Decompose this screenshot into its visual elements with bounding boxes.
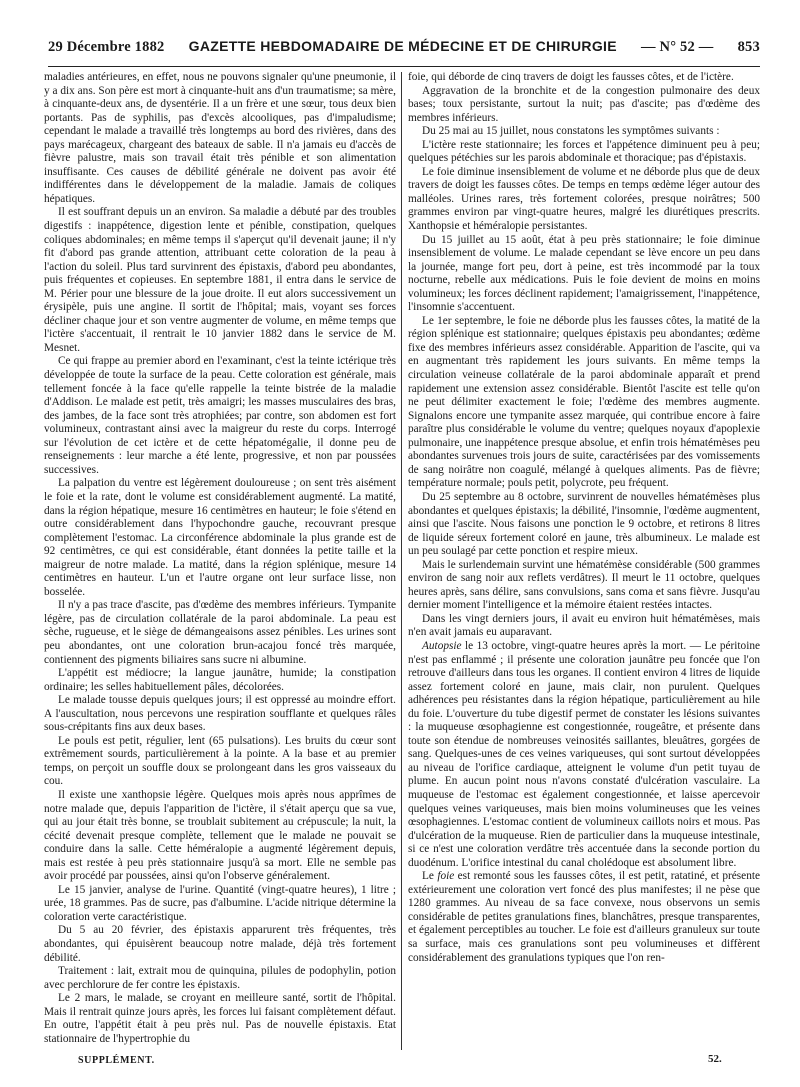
paragraph: Il n'y a pas trace d'ascite, pas d'œdème des membres inférieurs. Tympanite légère, pas de circulation collatérale de la paroi abdominale. La peau est sèche, rugueuse, et le siège de démangeaisons assez pénibles. Les urines sont peu abondantes, ont une coloration brun-acajou foncé très marquée, contiennent des pigments biliaires sans sucre ni albumine. [44,599,396,666]
issue-number: — N° 52 — [641,39,714,55]
paragraph: Le 1er septembre, le foie ne déborde plus les fausses côtes, la matité de la région splénique est stationnaire; quelques épistaxis peu abondantes; œdème fixe des membres inférieurs assez considérable. Apparition de l'ascite, qui va en augmentant très rapidement les jours suivants. En même temps la circulation veineuse collatérale de la paroi abdominale apparaît et prend rapidement une extension assez considérable. Bientôt l'ascite est telle qu'on ne peut délimiter exactement le foie; l'œdème des membres augmente. Signalons encore une tympanite assez marquée, qui contribue encore à faire paraître plus considérable le volume du ventre; quelques noyaux d'apoplexie pulmonaire, une inappétence presque absolue, et enfin trois hématémèses peu abondantes survenues trois jours de suite, caractérisées par des vomissements de sang noirâtre non coagulé, mélangé à quelques aliments. Pas de fièvre; température normale; pouls petit, polycrote, peu fréquent. [408,314,760,490]
paragraph: Du 5 au 20 février, des épistaxis apparurent très fréquentes, très abondantes, qui épuisèrent beaucoup notre malade, déjà très fortement débilité. [44,924,396,964]
paragraph: L'appétit est médiocre; la langue jaunâtre, humide; la constipation ordinaire; les selles habituellement pâles, décolorées. [44,667,396,693]
paragraph: Le foie diminue insensiblement de volume et ne déborde plus que de deux travers de doigt les fausses côtes. De temps en temps œdème léger autour des malléoles. Urines rares, très fortement colorées, presque noirâtres; 500 grammes environ par vingt-quatre heures, malgré les diurétiques prescrits. Xanthopsie et héméralopie persistantes. [408,165,760,233]
paragraph: Le 15 janvier, analyse de l'urine. Quantité (vingt-quatre heures), 1 litre ; urée, 18 grammes. Pas de sucre, pas d'albumine. L'acide nitrique détermine la coloration verte caractéristique. [44,883,396,923]
liver-paragraph [408,870,760,965]
right-column [408,71,760,1051]
paragraph: Le 2 mars, le malade, se croyant en meilleure santé, sortit de l'hôpital. Mais il rentrait quinze jours après, les forces lui faisant complètement défaut. En outre, l'appétit était à peu près nul. Pas de nouvelle épistaxis. Etat stationnaire de l'hypertrophie du [44,992,396,1045]
supplement-mark: SUPPLÉMENT. [78,1055,155,1066]
liver-text: est remonté sous les fausses côtes, il est petit, ratatiné, et présente extérieurement une coloration vert foncé des plus manifestes; il ne pèse que 1280 grammes. Au niveau de sa face convexe, nous observons un semis considérable de petites granulations fines, blanchâtres, presque transparentes, et également perceptibles au toucher. Le foie est d'ailleurs granuleux sur toute sa surface, mais ces granulations sont peu volumineuses et diffèrent considérablement des granulations typiques que l'on ren- [408,870,760,964]
autopsy-label: Autopsie [422,639,462,652]
column-divider [401,72,402,1050]
header-rule [48,66,760,67]
autopsy-text: le 13 octobre, vingt-quatre heures après la mort. — Le péritoine n'est pas enflammé ; il présente une coloration jaunâtre peu foncée que l'on retrouve d'ailleurs dans tous les organes. Il contient environ 4 litres de liquide assez fortement coloré en jaune, mais clair, non purulent. Quelques adhérences peu résistantes dans la région hépatique, particulièrement au hile du foie. L'ouverture du tube digestif permet de constater les lésions suivantes : la muqueuse œsophagienne est congestionnée, rougeâtre, et présente dans toute son étendue de nombreuses veinosités saillantes, bleuâtres, gorgées de sang. Quelques-unes de ces veines variqueuses, qui sont surtout développées au niveau de l'orifice cardiaque, atteignent le volume d'un petit tuyau de plume. En aucun point nous n'avons constaté d'ulcération vasculaire. La muqueuse de l'estomac est également congestionnée, et laisse apercevoir quelques veines variqueuses, mais bien moins volumineuses que les veines œsophagiennes. L'estomac contient de volumineux caillots noirs et mous. Pas d'ulcération de la muqueuse. Rien de particulier dans la muqueuse intestinale, si ce n'est une coloration verdâtre très accentuée dans la seconde portion du duodénum. L'orifice intestinal du canal cholédoque est absolument libre. [408,639,760,869]
paragraph: Le malade tousse depuis quelques jours; il est oppressé au moindre effort. A l'auscultation, nous percevons une respiration soufflante et quelques râles sous-crépitants fins aux deux bases. [44,694,396,734]
paragraph: Traitement : lait, extrait mou de quinquina, pilules de podophylin, potion avec perchlorure de fer contre les épistaxis. [44,965,396,991]
paragraph: Il existe une xanthopsie légère. Quelques mois après nous apprîmes de notre malade que, depuis l'apparition de l'ictère, il s'était aperçu que sa vue, qui au jour était très bonne, se troublait subitement au crépuscule; la nuit, la cécité devenait presque complète, tellement que le malade ne pouvait se conduire dans la salle. Cette héméralopie a augmenté légèrement depuis, mais est restée à peu près stationnaire jusqu'à sa mort. Elle ne semble pas avoir procédé par poussées, ainsi qu'on l'observe généralement. [44,788,396,883]
left-column [44,71,396,1051]
paragraph: Le pouls est petit, régulier, lent (65 pulsations). Les bruits du cœur sont extrêmement sourds, particulièrement à la pointe. A la base et au premier temps, on perçoit un souffle doux se prolongeant dans les gros vaisseaux du cou. [44,734,396,788]
paragraph: Du 15 juillet au 15 août, état à peu près stationnaire; le foie diminue insensiblement de volume. Le malade cependant se lève encore un peu dans la journée, mange fort peu, dort à peine, est très incommodé par la toux nocturne, rebelle aux médications. Puis le foie devient de moins en moins volumineux; les forces déclinent rapidement; l'amaigrissement, l'inappétence, l'insomnie s'accentuent. [408,233,760,314]
running-header [48,38,760,62]
paragraph: L'ictère reste stationnaire; les forces et l'appétence diminuent peu à peu; quelques pétéchies sur les parois abdominale et thoracique; pas d'épistaxis. [408,138,760,165]
paragraph: Du 25 mai au 15 juillet, nous constatons les symptômes suivants : [422,125,720,138]
paragraph: Il est souffrant depuis un an environ. Sa maladie a débuté par des troubles digestifs : inappétence, digestion lente et pénible, constipation, quelques coliques abdominales; en même temps il s'aperçut qu'il devenait jaune; il n'y fit d'abord pas grande attention, attribuant cette coloration de la peau à l'action du soleil. Plus tard survinrent des épistaxis, d'abord peu abondantes, puis fréquentes et copieuses. En septembre 1881, il entra dans le service de M. Périer pour une blessure de la joue droite. Il eut alors successivement un érysipèle, puis une angine. Il sortit de l'hôpital; mais, voyant ses forces décliner chaque jour et son ventre augmenter de volume, en même temps que l'ictère s'accentuait, il rentrait le 10 janvier 1882 dans le service de M. Mesnet. [44,206,396,354]
autopsy-paragraph [408,640,760,870]
paragraph: maladies antérieures, en effet, nous ne pouvons signaler qu'une pneumonie, il y a dix ans. Son père est mort à cinquante-huit ans d'un traumatisme; sa mère, à cinquante-deux ans, de dysentérie. Il a un frère et une sœur, tous deux bien portants. Pas de syphilis, pas d'excès alcooliques, pas d'impaludisme; cependant le malade a travaillé très longtemps au bord des rivières, dans des pays marécageux, chargeant des bateaux de sable. Il n'a jamais eu d'accès de fièvre palustre, mais son travail était très pénible et son alimentation insuffisante. Ces causes de débilité générale ne doivent pas avoir été indifférentes dans le développement de la maladie. Jamais de coliques hépatiques. [44,71,396,205]
paragraph: Du 25 septembre au 8 octobre, survinrent de nouvelles hématémèses plus abondantes et quelques épistaxis; la débilité, l'insomnie, l'œdème augmentent, ainsi que l'ascite. Nous faisons une ponction le 9 octobre, et retirons 8 litres de liquide séreux fortement coloré en jaune, très albumineux. Le malade est un peu soulagé par cette ponction et respire mieux. [408,490,760,558]
paragraph: Dans les vingt derniers jours, il avait eu environ huit hématémèses, mais n'en avait jamais eu auparavant. [408,612,760,639]
issue-date: 29 Décembre 1882 [48,39,165,55]
liver-label: foie [437,870,455,883]
paragraph: La palpation du ventre est légèrement douloureuse ; on sent très aisément le foie et la rate, dont le volume est considérablement augmenté. La matité, dans la région hépatique, mesure 16 centimètres en hauteur; le foie s'étend en outre considérablement dans l'hypochondre gauche, recouvrant presque complètement l'estomac. La circonférence abdominale la plus grande est de 92 centimètres, ce qui est considérable, étant données la petite taille et la maigreur de notre malade. La matité, dans la région splénique, mesure 14 centimètres en hauteur. L'un et l'autre organe ont leur surface lisse, non bosselée. [44,477,396,598]
paragraph: foie, qui déborde de cinq travers de doigt les fausses côtes, et de l'ictère. [408,71,734,83]
signature-mark: 52. [708,1053,722,1065]
paragraph: Aggravation de la bronchite et de la congestion pulmonaire des deux bases; toux persistante, surtout la nuit; pas d'ascite; pas d'œdème des membres inférieurs. [408,84,760,124]
page-number: 853 [737,39,760,55]
paragraph: Mais le surlendemain survint une hématémèse considérable (500 grammes environ de sang noir aux reflets verdâtres). Il meurt le 11 octobre, quelques heures après, sans délire, sans convulsions, sans coma et sans fièvre. Jusqu'au dernier moment l'intelligence et la mémoire étaient restées intactes. [408,558,760,612]
paragraph: Ce qui frappe au premier abord en l'examinant, c'est la teinte ictérique très développée de toute la surface de la peau. Cette coloration est générale, mais tellement foncée à la face qu'elle rappelle la teinte bistrée de la maladie d'Addison. Le malade est petit, très amaigri; les masses musculaires des bras, des jambes, de la face sont très atrophiées; par contre, son abdomen est fort volumineux, contrastant ainsi avec la maigreur du reste du corps. Interrogé sur l'évolution de cet ictère et de cette hépatomégalie, il donne peu de renseignements : leur marche a été lente, progressive, et non par poussées successives. [44,355,396,476]
liver-pre: Le [422,870,438,883]
journal-title: GAZETTE HEBDOMADAIRE DE MÉDECINE ET DE CHIRURGIE [188,38,617,54]
